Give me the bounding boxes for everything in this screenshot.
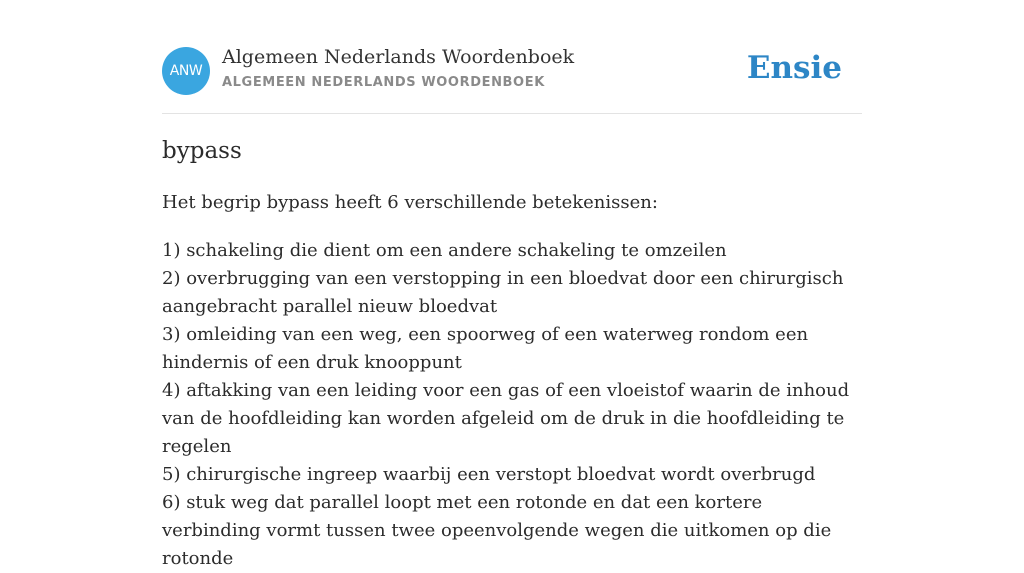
- entry-intro: Het begrip bypass heeft 6 verschillende betekenissen:: [162, 192, 658, 213]
- ensie-brand-logo: Ensie: [746, 50, 842, 86]
- anw-logo-text: ANW: [169, 63, 203, 79]
- entry-word: bypass: [162, 138, 242, 164]
- definition-item: 6) stuk weg dat parallel loopt met een rotonde en dat een kortere verbinding vormt tussen twee opeenvolgende wegen die uitkomen op die rotonde: [162, 492, 832, 569]
- definition-item: 5) chirurgische ingreep waarbij een verstopt bloedvat wordt overbrugd: [162, 464, 816, 485]
- definition-item: 1) schakeling die dient om een andere schakeling te omzeilen: [162, 240, 727, 261]
- source-header: [162, 46, 862, 96]
- anw-logo: [162, 47, 210, 95]
- header-divider: [162, 113, 862, 114]
- definition-item: 2) overbrugging van een verstopping in een bloedvat door een chirurgisch aangebracht parallel nieuw bloedvat: [162, 268, 844, 317]
- source-subtitle: ALGEMEEN NEDERLANDS WOORDENBOEK: [222, 75, 545, 90]
- source-title: Algemeen Nederlands Woordenboek: [222, 46, 575, 68]
- definition-item: 3) omleiding van een weg, een spoorweg of een waterweg rondom een hindernis of een druk knooppunt: [162, 324, 809, 373]
- definition-item: 4) aftakking van een leiding voor een gas of een vloeistof waarin de inhoud van de hoofdleiding kan worden afgeleid om de druk in die hoofdleiding te regelen: [162, 380, 850, 457]
- definition-list: [162, 237, 862, 573]
